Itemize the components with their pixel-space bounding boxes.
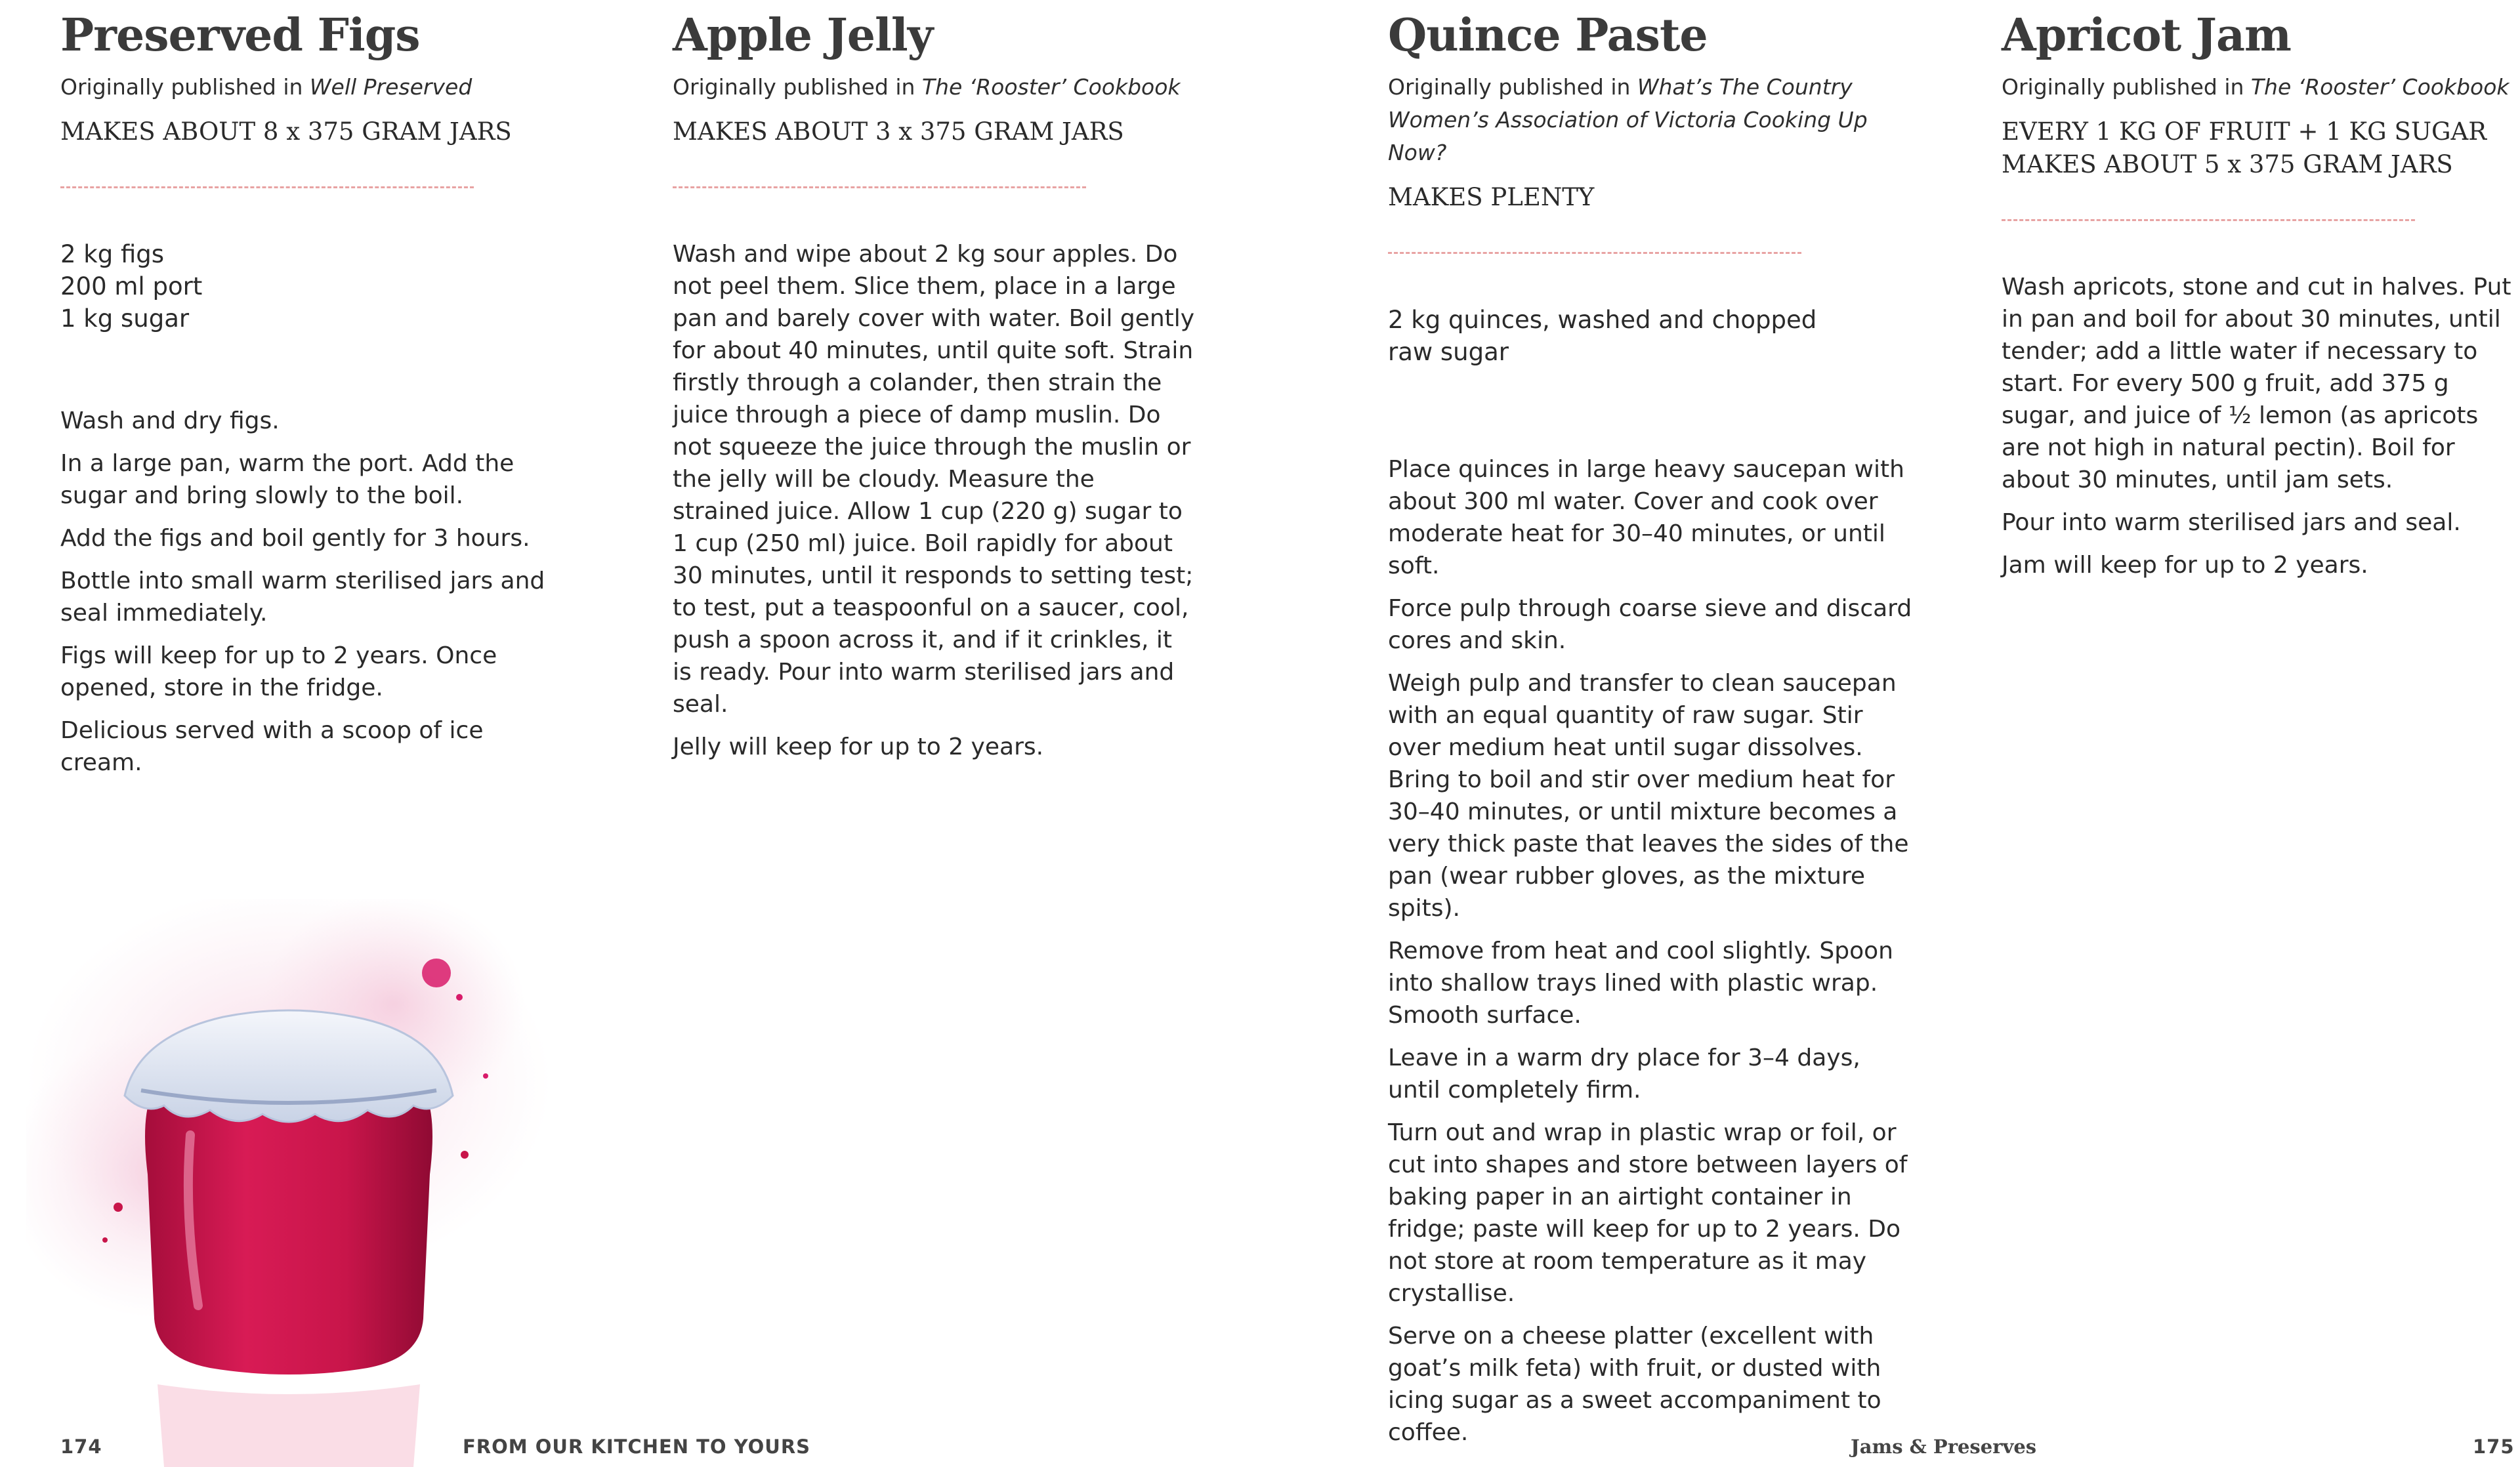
- ink-splatter: [461, 1151, 469, 1159]
- recipe-yield: MAKES PLENTY: [1388, 183, 1595, 211]
- ingredient: 2 kg figs: [60, 240, 165, 268]
- recipe-source: Originally published in The ‘Rooster’ Cookbook: [673, 74, 1181, 100]
- jam-jar-illustration: [26, 899, 551, 1467]
- method-steps: [1388, 453, 1913, 1449]
- recipe-source: Originally published in Well Preserved: [60, 74, 472, 100]
- ink-splatter: [114, 1203, 123, 1212]
- method-step: Jelly will keep for up to 2 years.: [673, 734, 1044, 760]
- method-step: Serve on a cheese platter (excellent with goat’s milk feta) with fruit, or dusted with icing sugar as a sweet accompaniment to coffee.: [1388, 1323, 1881, 1446]
- recipe-quince-paste: [1388, 0, 1913, 1459]
- running-title-left: FROM OUR KITCHEN TO YOURS: [463, 1436, 811, 1458]
- recipe-title: Preserved Figs: [60, 9, 420, 62]
- method-step: Delicious served with a scoop of ice cream.: [60, 717, 484, 776]
- dashed-divider: [60, 186, 474, 188]
- running-title-right: Jams & Preserves: [1851, 1436, 2037, 1458]
- page-number-right: 175: [2473, 1436, 2515, 1458]
- method-step: Figs will keep for up to 2 years. Once opened, store in the fridge.: [60, 642, 497, 701]
- recipe-yield: EVERY 1 KG OF FRUIT + 1 KG SUGAR: [2002, 117, 2487, 146]
- method-step: Pour into warm sterilised jars and seal.: [2002, 509, 2461, 536]
- ingredient-list: [1388, 304, 1913, 368]
- page-number-left: 174: [60, 1436, 102, 1458]
- method-step: Wash apricots, stone and cut in halves. Put in pan and boil for about 30 minutes, until tender; add a little water if necessary to start. For every 500 g fruit, add 375 g sugar, and juice of ½ lemon (as apricots are not high in natural pectin). Boil for about 30 minutes, until jam sets.: [2002, 274, 2511, 493]
- recipe-apple-jelly: [673, 0, 1198, 774]
- recipe-source: Originally published in The ‘Rooster’ Cookbook: [2002, 74, 2510, 100]
- method-step: Bottle into small warm sterilised jars and seal immediately.: [60, 568, 545, 627]
- method-step: In a large pan, warm the port. Add the sugar and bring slowly to the boil.: [60, 450, 514, 509]
- method-step: Turn out and wrap in plastic wrap or foil, or cut into shapes and store between layers of baking paper in an airtight container in fridge; paste will keep for up to 2 years. Do not store at room temperature as it may crystallise.: [1388, 1119, 1908, 1307]
- dashed-divider: [2002, 219, 2415, 221]
- recipe-apricot-jam: [2002, 0, 2513, 592]
- dashed-divider: [673, 186, 1086, 188]
- method-step: Add the figs and boil gently for 3 hours.: [60, 525, 530, 552]
- jar-reflection: [158, 1384, 420, 1467]
- ingredient-list: [60, 238, 559, 335]
- recipe-title: Apricot Jam: [2002, 9, 2291, 62]
- method-steps: [2002, 271, 2513, 581]
- method-steps: [60, 405, 559, 779]
- ink-splatter: [483, 1073, 488, 1079]
- ingredient: 2 kg quinces, washed and chopped: [1388, 306, 1817, 334]
- method-step: Weigh pulp and transfer to clean saucepan with an equal quantity of raw sugar. Stir over medium heat until sugar dissolves. Bring to boil and stir over medium heat for 30–40 minutes, or until mixture becomes a very thick paste that leaves the sides of the pan (wear rubber gloves, as the mixture spits).: [1388, 670, 1909, 922]
- source-book-title: Well Preserved: [309, 74, 472, 100]
- recipe-preserved-figs: [60, 0, 559, 789]
- recipe-source: Originally published in What’s The Country Women’s Association of Victoria Cooking Up Now?: [1388, 74, 1868, 165]
- method-step: Place quinces in large heavy saucepan with about 300 ml water. Cover and cook over moderate heat for 30–40 minutes, or until soft.: [1388, 456, 1904, 579]
- ingredient: 200 ml port: [60, 272, 203, 300]
- method-step: Jam will keep for up to 2 years.: [2002, 552, 2368, 579]
- ink-splatter: [422, 959, 451, 987]
- method-step: Wash and wipe about 2 kg sour apples. Do not peel them. Slice them, place in a large pan and barely cover with water. Boil gently for about 40 minutes, until quite soft. Strain firstly through a colander, then strain the juice through a piece of damp muslin. Do not squeeze the juice through the muslin or the jelly will be cloudy. Measure the strained juice. Allow 1 cup (220 g) sugar to 1 cup (250 ml) juice. Boil rapidly for about 30 minutes, until it responds to setting test; to test, put a teaspoonful on a saucer, cool, push a spoon across it, and if it crinkles, it is ready. Pour into warm sterilised jars and seal.: [673, 241, 1195, 718]
- ink-splatter: [456, 994, 463, 1001]
- method-steps: [673, 238, 1198, 763]
- method-step: Force pulp through coarse sieve and discard cores and skin.: [1388, 595, 1912, 654]
- ink-splatter: [102, 1237, 108, 1243]
- recipe-yield: MAKES ABOUT 5 x 375 GRAM JARS: [2002, 150, 2453, 178]
- source-book-title: The ‘Rooster’ Cookbook: [2250, 74, 2510, 100]
- recipe-title: Apple Jelly: [673, 9, 933, 62]
- recipe-title: Quince Paste: [1388, 9, 1708, 62]
- ingredient: raw sugar: [1388, 338, 1509, 366]
- ingredient: 1 kg sugar: [60, 304, 190, 333]
- method-step: Leave in a warm dry place for 3–4 days, until completely firm.: [1388, 1044, 1860, 1104]
- dashed-divider: [1388, 252, 1801, 254]
- method-step: Wash and dry figs.: [60, 407, 280, 434]
- method-step: Remove from heat and cool slightly. Spoon into shallow trays lined with plastic wrap. Smooth surface.: [1388, 938, 1893, 1029]
- recipe-yield: MAKES ABOUT 8 x 375 GRAM JARS: [60, 117, 512, 146]
- recipe-yield: MAKES ABOUT 3 x 375 GRAM JARS: [673, 117, 1124, 146]
- source-book-title: What’s The Country Women’s Association of Victoria Cooking Up Now?: [1388, 74, 1868, 165]
- source-book-title: The ‘Rooster’ Cookbook: [921, 74, 1181, 100]
